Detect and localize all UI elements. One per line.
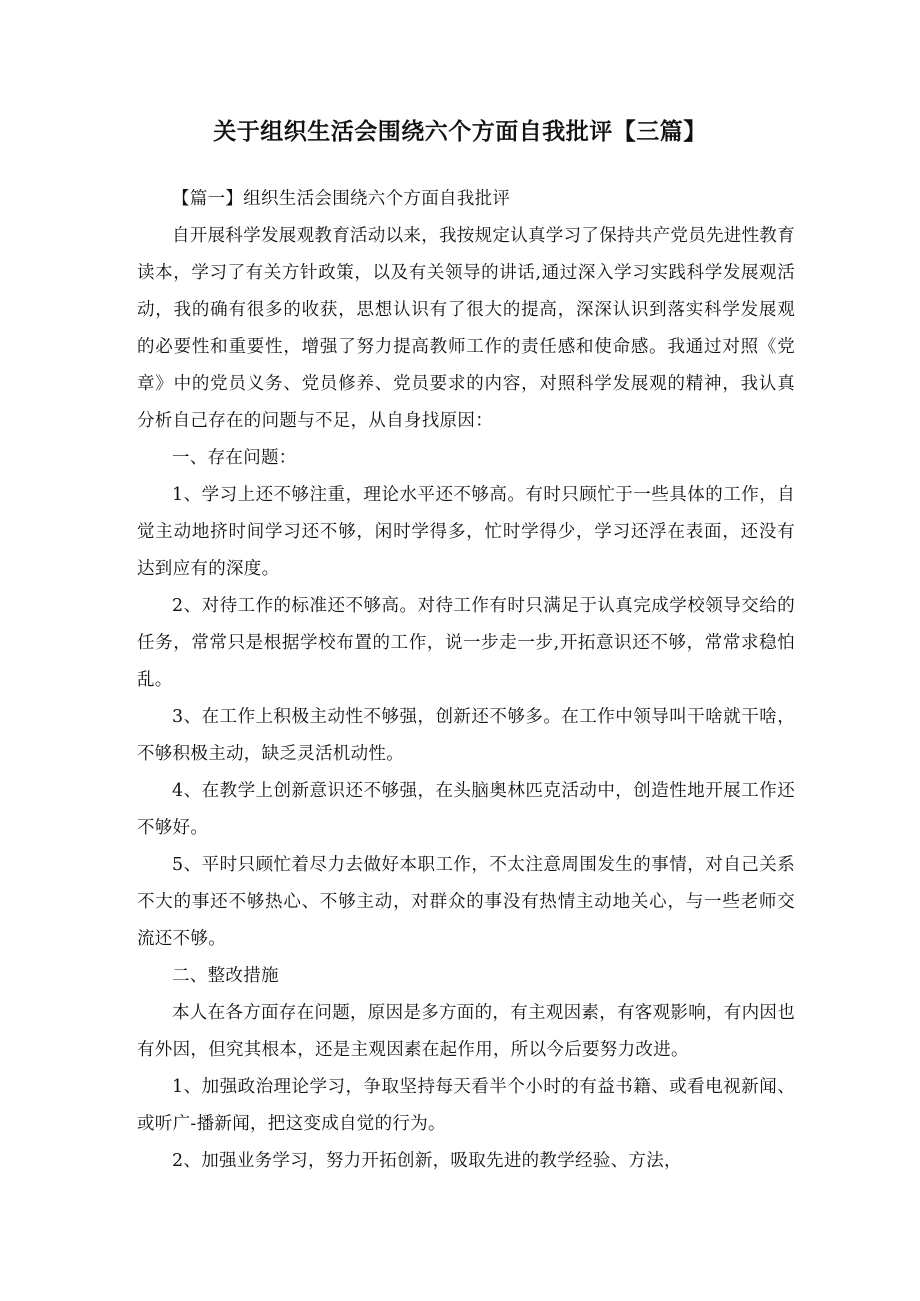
document-title: 关于组织生活会围绕六个方面自我批评【三篇】 [213, 119, 707, 145]
paragraph: 本人在各方面存在问题，原因是多方面的，有主观因素，有客观影响，有内因也有外因，但究其根本，还是主观因素在起作用，所以今后要努力改进。 [137, 1003, 795, 1060]
list-item: 5、平时只顾忙着尽力去做好本职工作，不太注意周围发生的事情，对自己关系不大的事还不够热心、不够主动，对群众的事没有热情主动地关心，与一些老师交流还不够。 [137, 855, 795, 949]
paragraph: 自开展科学发展观教育活动以来，我按规定认真学习了保持共产党员先进性教育读本，学习了有关方针政策，以及有关领导的讲话,通过深入学习实践科学发展观活动，我的确有很多的收获，思想认识有了很大的提高，深深认识到落实科学发展观的必要性和重要性，增强了努力提高教师工作的责任感和使命感。我通过对照《党章》中的党员义务、党员修养、党员要求的内容，对照科学发展观的精神，我认真分析自己存在的问题与不足，从自身找原因： [137, 226, 795, 431]
list-item: 2、加强业务学习，努力开拓创新，吸取先进的教学经验、方法， [172, 1151, 682, 1171]
list-item: 1、学习上还不够注重，理论水平还不够高。有时只顾忙于一些具体的工作，自觉主动地挤时间学习还不够，闲时学得多，忙时学得少，学习还浮在表面，还没有达到应有的深度。 [137, 485, 795, 579]
section-heading: 【篇一】组织生活会围绕六个方面自我批评 [172, 189, 511, 209]
document-body [137, 181, 795, 1180]
subsection-heading: 二、整改措施 [172, 966, 279, 986]
list-item: 2、对待工作的标准还不够高。对待工作有时只满足于认真完成学校领导交给的任务，常常只是根据学校布置的工作，说一步走一步,开拓意识还不够，常常求稳怕乱。 [137, 596, 795, 690]
subsection-heading: 一、存在问题： [172, 448, 297, 468]
list-item: 1、加强政治理论学习，争取坚持每天看半个小时的有益书籍、或看电视新闻、或听广-播新闻，把这变成自觉的行为。 [137, 1077, 795, 1134]
list-item: 3、在工作上积极主动性不够强，创新还不够多。在工作中领导叫干啥就干啥，不够积极主动，缺乏灵活机动性。 [137, 707, 795, 764]
list-item: 4、在教学上创新意识还不够强，在头脑奥林匹克活动中，创造性地开展工作还不够好。 [137, 781, 795, 838]
